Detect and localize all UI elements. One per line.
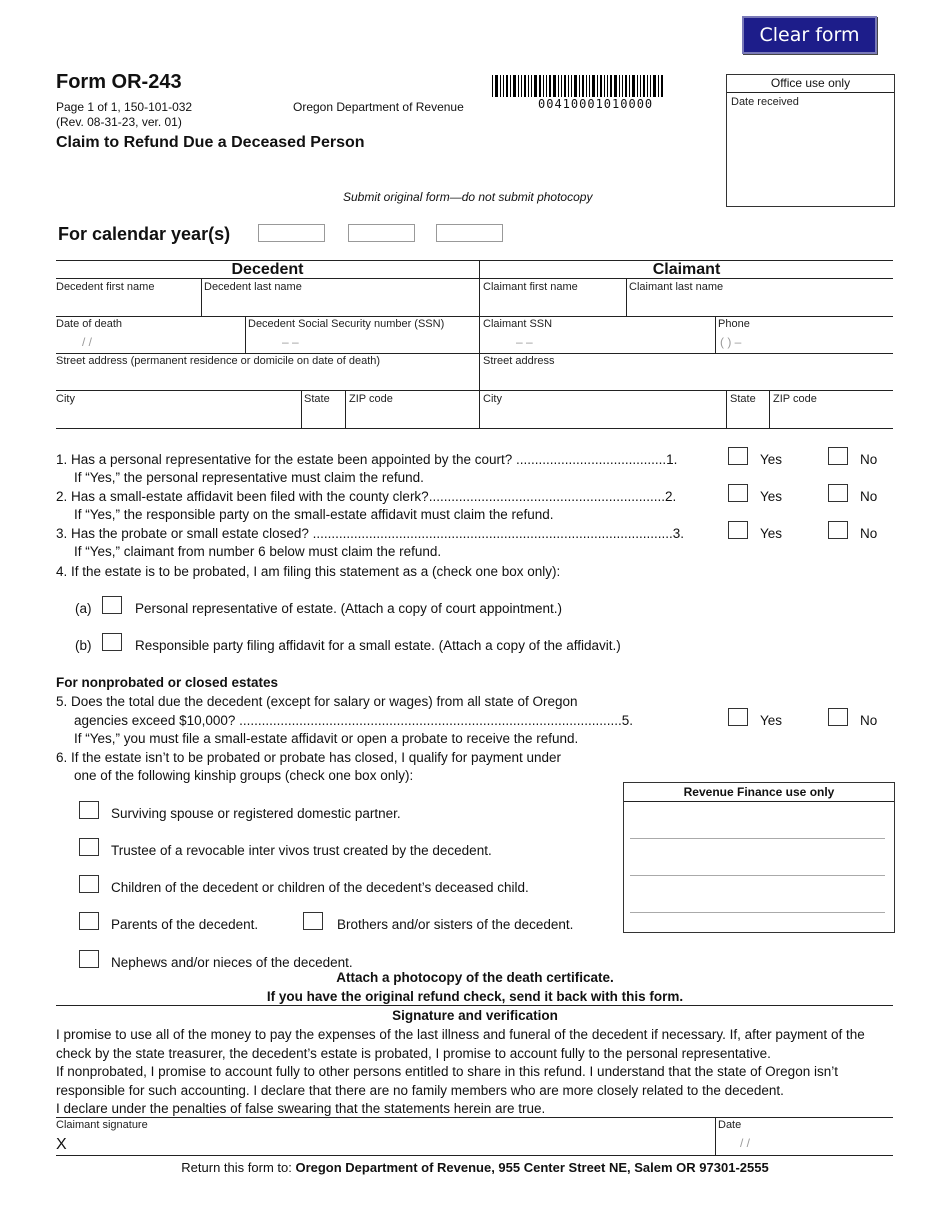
signature-paragraph-3: I declare under the penalties of false swearing that the statements herein are true. — [56, 1101, 546, 1116]
revenue-finance-box — [623, 782, 895, 933]
q1-yes-label: Yes — [760, 452, 783, 467]
q3-no-checkbox[interactable] — [828, 521, 848, 539]
barcode-bar — [579, 75, 580, 97]
kinship-siblings-label: Brothers and/or sisters of the decedent. — [337, 917, 574, 932]
barcode-bar — [543, 75, 544, 97]
q3-yes-checkbox[interactable] — [728, 521, 748, 539]
claimant-ssn-placeholder: – – — [516, 335, 533, 349]
barcode-bar — [568, 75, 569, 97]
barcode-bar — [539, 75, 541, 97]
divider — [56, 353, 893, 354]
revenue-finance-title: Revenue Finance use only — [683, 785, 835, 799]
barcode-bar — [589, 75, 590, 97]
decedent-heading: Decedent — [231, 261, 304, 278]
decedent-ssn-field[interactable]: Decedent Social Security number (SSN) — [248, 318, 445, 330]
barcode-bar — [586, 75, 587, 97]
divider — [715, 316, 716, 353]
barcode-bar — [553, 75, 556, 97]
barcode-bar — [564, 75, 566, 97]
attach-note-2: If you have the original refund check, send it back with this form. — [266, 989, 684, 1004]
kinship-nephews-label: Nephews and/or nieces of the decedent. — [111, 955, 353, 970]
decedent-first-name-field[interactable]: Decedent first name — [56, 281, 155, 293]
signature-date-field[interactable]: Date — [718, 1119, 742, 1131]
kinship-spouse-checkbox[interactable] — [79, 801, 99, 819]
barcode-bar — [513, 75, 516, 97]
barcode-bar — [610, 75, 612, 97]
barcode-bar — [558, 75, 559, 97]
divider — [630, 875, 885, 876]
barcode-number: 00410001010000 — [538, 97, 654, 111]
barcode-bar — [619, 75, 620, 97]
q2-yes-label: Yes — [760, 489, 783, 504]
signature-heading: Signature and verification — [392, 1008, 558, 1023]
barcode-bar — [622, 75, 623, 97]
barcode-bar — [561, 75, 562, 97]
question-6-line2: one of the following kinship groups (check one box only): — [74, 768, 414, 783]
calendar-year-input-3[interactable] — [436, 224, 503, 242]
barcode-bar — [506, 75, 508, 97]
calendar-year-label: For calendar year(s) — [58, 224, 231, 244]
barcode-bar — [521, 75, 522, 97]
divider — [726, 390, 727, 428]
claimant-state-field[interactable]: State — [730, 393, 756, 405]
question-2: 2. Has a small-estate affidavit been filed with the county clerk?...............................................................2. — [56, 489, 677, 504]
phone-field[interactable]: Phone — [718, 318, 750, 330]
claimant-heading: Claimant — [652, 261, 721, 278]
barcode — [492, 75, 702, 97]
barcode-bar — [524, 75, 526, 97]
barcode-bar — [582, 75, 584, 97]
divider — [56, 1005, 893, 1006]
question-5-line2: agencies exceed $10,000? ......................................................................................................5. — [74, 713, 633, 728]
barcode-bar — [546, 75, 547, 97]
office-use-box — [726, 74, 895, 207]
office-use-title: Office use only — [770, 76, 851, 90]
barcode-bar — [661, 75, 663, 97]
claimant-first-name-field[interactable]: Claimant first name — [483, 281, 578, 293]
q5-no-label: No — [860, 713, 878, 728]
q3-yes-label: Yes — [760, 526, 783, 541]
decedent-city-field[interactable]: City — [56, 393, 75, 405]
barcode-bar — [500, 75, 501, 97]
claimant-city-field[interactable]: City — [483, 393, 502, 405]
claimant-signature-field[interactable]: Claimant signature — [56, 1119, 148, 1131]
form-number: Form OR-243 — [56, 71, 182, 93]
q2-no-label: No — [860, 489, 878, 504]
divider — [56, 1117, 893, 1118]
barcode-bar — [640, 75, 641, 97]
divider — [56, 316, 893, 317]
q1-no-label: No — [860, 452, 878, 467]
q5-yes-checkbox[interactable] — [728, 708, 748, 726]
divider — [56, 1155, 893, 1156]
date-of-death-field[interactable]: Date of death — [56, 318, 123, 330]
divider — [56, 390, 893, 391]
divider — [715, 1117, 716, 1155]
clear-form-button[interactable]: Clear form — [742, 16, 877, 54]
claimant-street-field[interactable]: Street address — [483, 355, 555, 367]
question-1-note: If “Yes,” the personal representative must claim the refund. — [74, 470, 424, 485]
divider — [201, 278, 202, 316]
barcode-bar — [597, 75, 598, 97]
barcode-bar — [607, 75, 608, 97]
divider — [626, 278, 627, 316]
barcode-bar — [518, 75, 519, 97]
return-prefix: Return this form to: — [181, 1160, 296, 1175]
q4a-checkbox[interactable] — [102, 596, 122, 614]
divider — [301, 390, 302, 428]
page-info: Page 1 of 1, 150-101-032 — [56, 100, 193, 114]
divider — [245, 316, 246, 353]
question-4a: Personal representative of estate. (Attach a copy of court appointment.) — [135, 601, 562, 616]
divider — [479, 260, 480, 428]
nonprobated-heading: For nonprobated or closed estates — [56, 675, 279, 690]
barcode-bar — [625, 75, 627, 97]
barcode-bar — [637, 75, 638, 97]
kinship-children-checkbox[interactable] — [79, 875, 99, 893]
kinship-parents-checkbox[interactable] — [79, 912, 99, 930]
divider — [345, 390, 346, 428]
kinship-parents-label: Parents of the decedent. — [111, 917, 259, 932]
claimant-zip-field[interactable]: ZIP code — [773, 393, 817, 405]
kinship-trustee-checkbox[interactable] — [79, 838, 99, 856]
date-received-label: Date received — [731, 96, 799, 108]
barcode-bar — [632, 75, 635, 97]
question-6-line1: 6. If the estate isn’t to be probated or probate has closed, I qualify for payment under — [56, 750, 562, 765]
barcode-bar — [604, 75, 605, 97]
revision: (Rev. 08-31-23, ver. 01) — [56, 115, 182, 129]
decedent-ssn-placeholder: – – — [282, 335, 299, 349]
q2-yes-checkbox[interactable] — [728, 484, 748, 502]
barcode-bar — [495, 75, 498, 97]
divider — [624, 801, 894, 802]
divider — [769, 390, 770, 428]
signature-date-placeholder: / / — [740, 1136, 751, 1150]
decedent-street-field[interactable]: Street address (permanent residence or domicile on date of death) — [56, 355, 381, 367]
barcode-bar — [614, 75, 617, 97]
barcode-bar — [534, 75, 537, 97]
claimant-ssn-field[interactable]: Claimant SSN — [483, 318, 553, 330]
question-3-note: If “Yes,” claimant from number 6 below must claim the refund. — [74, 544, 442, 559]
calendar-year-input-1[interactable] — [258, 224, 325, 242]
signature-paragraph-2: If nonprobated, I promise to account fully to other persons entitled to share in this refund. I understand that the state of Oregon isn’t responsible for such accounting. I declare that there are no family members who are more closely related to the decedent. — [56, 1064, 838, 1098]
barcode-bar — [531, 75, 532, 97]
barcode-bar — [549, 75, 551, 97]
barcode-bar — [600, 75, 602, 97]
barcode-bar — [653, 75, 656, 97]
q5-yes-label: Yes — [760, 713, 783, 728]
form-title: Claim to Refund Due a Deceased Person — [56, 134, 365, 151]
decedent-last-name-field[interactable]: Decedent last name — [204, 281, 302, 293]
question-4b-letter: (b) — [75, 638, 92, 653]
question-1: 1. Has a personal representative for the estate been appointed by the court? ........................................1. — [56, 452, 678, 467]
barcode-bar — [492, 75, 493, 97]
decedent-zip-field[interactable]: ZIP code — [349, 393, 393, 405]
signature-x-mark: X — [56, 1136, 67, 1153]
calendar-year-input-2[interactable] — [348, 224, 415, 242]
q4b-checkbox[interactable] — [102, 633, 122, 651]
claimant-last-name-field[interactable]: Claimant last name — [629, 281, 724, 293]
agency-name: Oregon Department of Revenue — [293, 100, 464, 114]
q5-no-checkbox[interactable] — [828, 708, 848, 726]
question-5-note: If “Yes,” you must file a small-estate affidavit or open a probate to receive the refund. — [74, 731, 579, 746]
question-2-note: If “Yes,” the responsible party on the small-estate affidavit must claim the refund. — [74, 507, 554, 522]
barcode-bar — [643, 75, 645, 97]
divider — [630, 912, 885, 913]
signature-paragraph-1: I promise to use all of the money to pay the expenses of the last illness and funeral of the decedent if necessary. If, after payment of the check by the state treasurer, the decedent’s estate is probated, I promise to account fully to the personal representative. — [56, 1027, 865, 1061]
barcode-bar — [510, 75, 511, 97]
phone-placeholder: ( ) – — [720, 335, 742, 349]
kinship-children-label: Children of the decedent or children of the decedent’s deceased child. — [111, 880, 529, 895]
barcode-bar — [528, 75, 529, 97]
kinship-siblings-checkbox[interactable] — [303, 912, 323, 930]
question-4a-letter: (a) — [75, 601, 92, 616]
barcode-bar — [658, 75, 659, 97]
question-5-line1: 5. Does the total due the decedent (except for salary or wages) from all state of Oregon — [56, 694, 578, 709]
q2-no-checkbox[interactable] — [828, 484, 848, 502]
barcode-bar — [650, 75, 651, 97]
question-4: 4. If the estate is to be probated, I am filing this statement as a (check one box only): — [56, 564, 561, 579]
q1-no-checkbox[interactable] — [828, 447, 848, 465]
kinship-nephews-checkbox[interactable] — [79, 950, 99, 968]
q1-yes-checkbox[interactable] — [728, 447, 748, 465]
barcode-bar — [592, 75, 595, 97]
submit-note: Submit original form—do not submit photocopy — [343, 190, 593, 204]
return-address-line — [0, 1160, 950, 1175]
attach-note-1: Attach a photocopy of the death certificate. — [336, 970, 614, 985]
question-4b: Responsible party filing affidavit for a small estate. (Attach a copy of the affidavit.) — [135, 638, 621, 653]
barcode-bar — [629, 75, 630, 97]
kinship-spouse-label: Surviving spouse or registered domestic partner. — [111, 806, 401, 821]
barcode-bar — [574, 75, 577, 97]
divider — [727, 92, 894, 93]
return-address: Oregon Department of Revenue, 955 Center Street NE, Salem OR 97301-2555 — [295, 1160, 769, 1175]
barcode-bar — [503, 75, 504, 97]
q3-no-label: No — [860, 526, 878, 541]
barcode-bar — [571, 75, 572, 97]
divider — [56, 428, 893, 429]
question-3: 3. Has the probate or small estate closed? ................................................................................................3. — [56, 526, 684, 541]
date-of-death-placeholder: / / — [82, 335, 93, 349]
divider — [630, 838, 885, 839]
barcode-bar — [647, 75, 648, 97]
decedent-state-field[interactable]: State — [304, 393, 330, 405]
kinship-trustee-label: Trustee of a revocable inter vivos trust created by the decedent. — [111, 843, 492, 858]
